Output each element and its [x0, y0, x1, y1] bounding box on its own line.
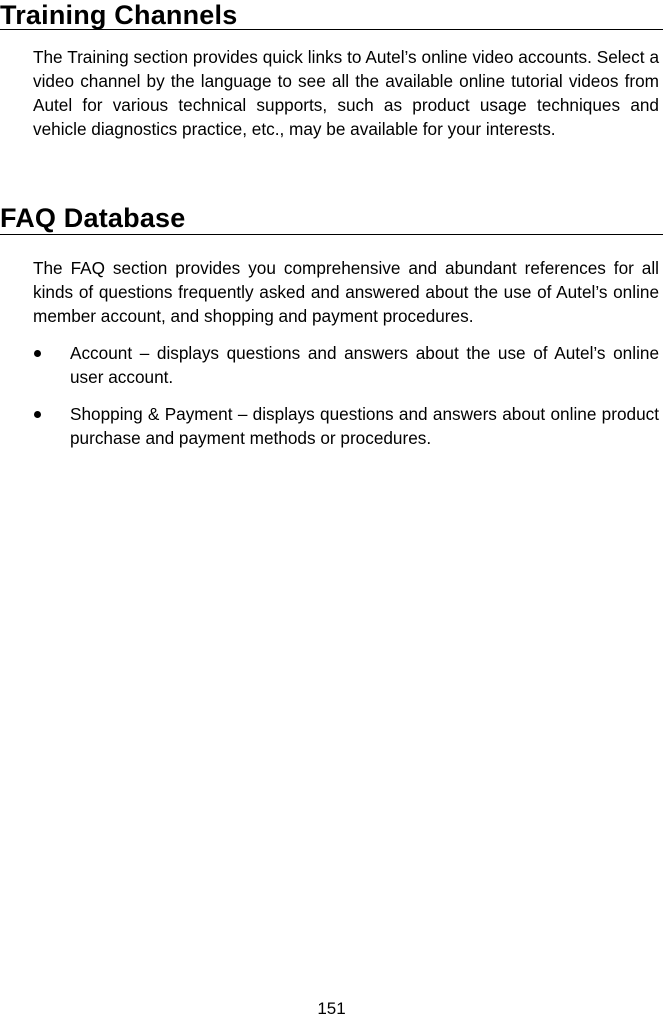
faq-database-heading: FAQ Database: [0, 203, 186, 233]
faq-heading-rule: [0, 234, 663, 235]
list-item-shopping-payment: [0, 402, 663, 450]
training-channels-paragraph: The Training section provides quick links to Autel’s online video accounts. Select a video channel by the language to see all the available online tutorial videos from Autel for various technical supports, such as product usage techniques and vehicle diagnostics practice, etc., may be available for your interests.: [33, 47, 659, 139]
page-number: 151: [317, 999, 346, 1018]
training-heading-rule: [0, 29, 663, 30]
faq-database-paragraph: The FAQ section provides you comprehensive and abundant references for all kinds of questions frequently asked and answered about the use of Autel’s online member account, and shopping and payment procedures.: [33, 258, 659, 326]
faq-bullet-list: [0, 341, 663, 463]
bullet-text-account: Account – displays questions and answers about the use of Autel’s online user account.: [70, 343, 659, 387]
bullet-text-shopping-payment: Shopping & Payment – displays questions and answers about online product purchase and payment methods or procedures.: [70, 404, 659, 448]
list-item-account: [0, 341, 663, 389]
bullet-icon: [34, 350, 41, 357]
bullet-icon: [34, 411, 41, 418]
training-channels-heading: Training Channels: [0, 0, 238, 30]
